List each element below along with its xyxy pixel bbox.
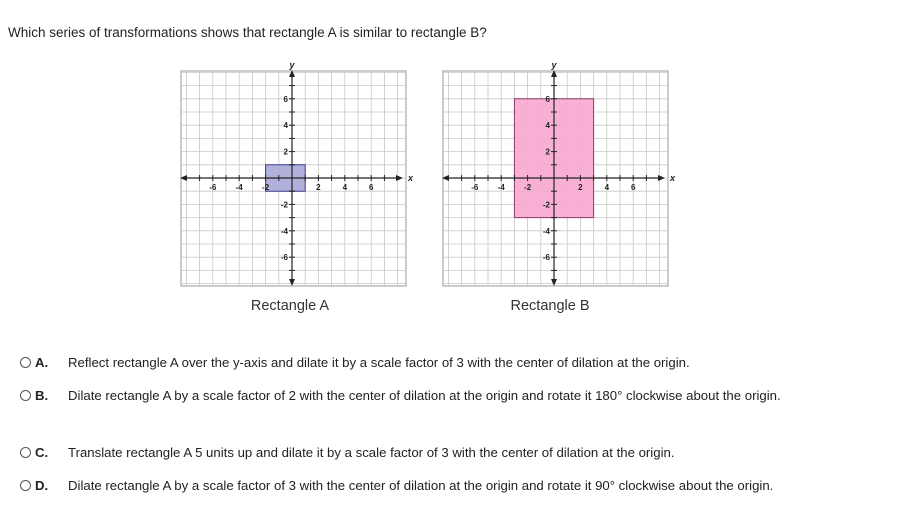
y-tick-label: 2 — [283, 147, 288, 157]
y-axis-label: y — [551, 60, 557, 70]
choice-text: Dilate rectangle A by a scale factor of 3 with the center of dilation at the origin and rotate it 90° clockwise about the origin. — [68, 478, 774, 493]
radio-button-a[interactable] — [20, 357, 31, 368]
x-tick-label: 6 — [368, 183, 374, 192]
choice-text: Reflect rectangle A over the y-axis and dilate it by a scale factor of 3 with the center of dilation at the origin. — [68, 355, 690, 370]
caption-rectangle-a: Rectangle A — [250, 298, 330, 314]
choice-text: Translate rectangle A 5 units up and dilate it by a scale factor of 3 with the center of dilation at the origin. — [68, 445, 675, 460]
y-tick-label: -2 — [280, 200, 288, 210]
y-tick-label: 6 — [283, 94, 288, 104]
coordinate-grid-b — [432, 60, 677, 292]
x-tick-label: 2 — [316, 183, 321, 192]
x-tick-label: -6 — [471, 183, 479, 192]
x-tick-label: -2 — [262, 183, 270, 192]
x-tick-label: 6 — [630, 183, 636, 192]
choice-letter: C. — [35, 445, 49, 460]
choice-letter: B. — [35, 388, 49, 403]
x-tick-label: 4 — [342, 183, 348, 192]
choice-letter: D. — [35, 478, 49, 493]
x-axis-label: x — [408, 173, 414, 183]
x-tick-label: -4 — [497, 183, 505, 192]
y-axis-label: y — [289, 60, 295, 70]
question-text: Which series of transformations shows that rectangle A is similar to rectangle B? — [8, 25, 487, 40]
x-tick-label: 4 — [604, 183, 610, 192]
choice-text: Dilate rectangle A by a scale factor of 2 with the center of dilation at the origin and rotate it 180° clockwise about the origin. — [68, 388, 781, 403]
x-tick-label: 2 — [578, 183, 583, 192]
radio-button-d[interactable] — [20, 480, 31, 491]
y-tick-label: -4 — [280, 226, 288, 236]
choice-letter: A. — [35, 355, 49, 370]
y-tick-label: 4 — [545, 121, 550, 131]
x-tick-label: -6 — [209, 183, 217, 192]
caption-rectangle-b: Rectangle B — [510, 298, 590, 314]
y-tick-label: -6 — [542, 253, 550, 263]
y-tick-label: 6 — [545, 94, 550, 104]
y-tick-label: -2 — [542, 200, 550, 210]
y-tick-label: 4 — [283, 121, 288, 131]
y-tick-label: -4 — [542, 226, 550, 236]
graph-rectangle-b — [432, 60, 677, 292]
x-tick-label: -2 — [524, 183, 532, 192]
radio-button-c[interactable] — [20, 447, 31, 458]
y-tick-label: 2 — [545, 147, 550, 157]
x-tick-label: -4 — [235, 183, 243, 192]
y-tick-label: -6 — [280, 253, 288, 263]
radio-button-b[interactable] — [20, 390, 31, 401]
x-axis-label: x — [670, 173, 676, 183]
coordinate-grid-a — [170, 60, 415, 292]
graph-rectangle-a — [170, 60, 415, 292]
